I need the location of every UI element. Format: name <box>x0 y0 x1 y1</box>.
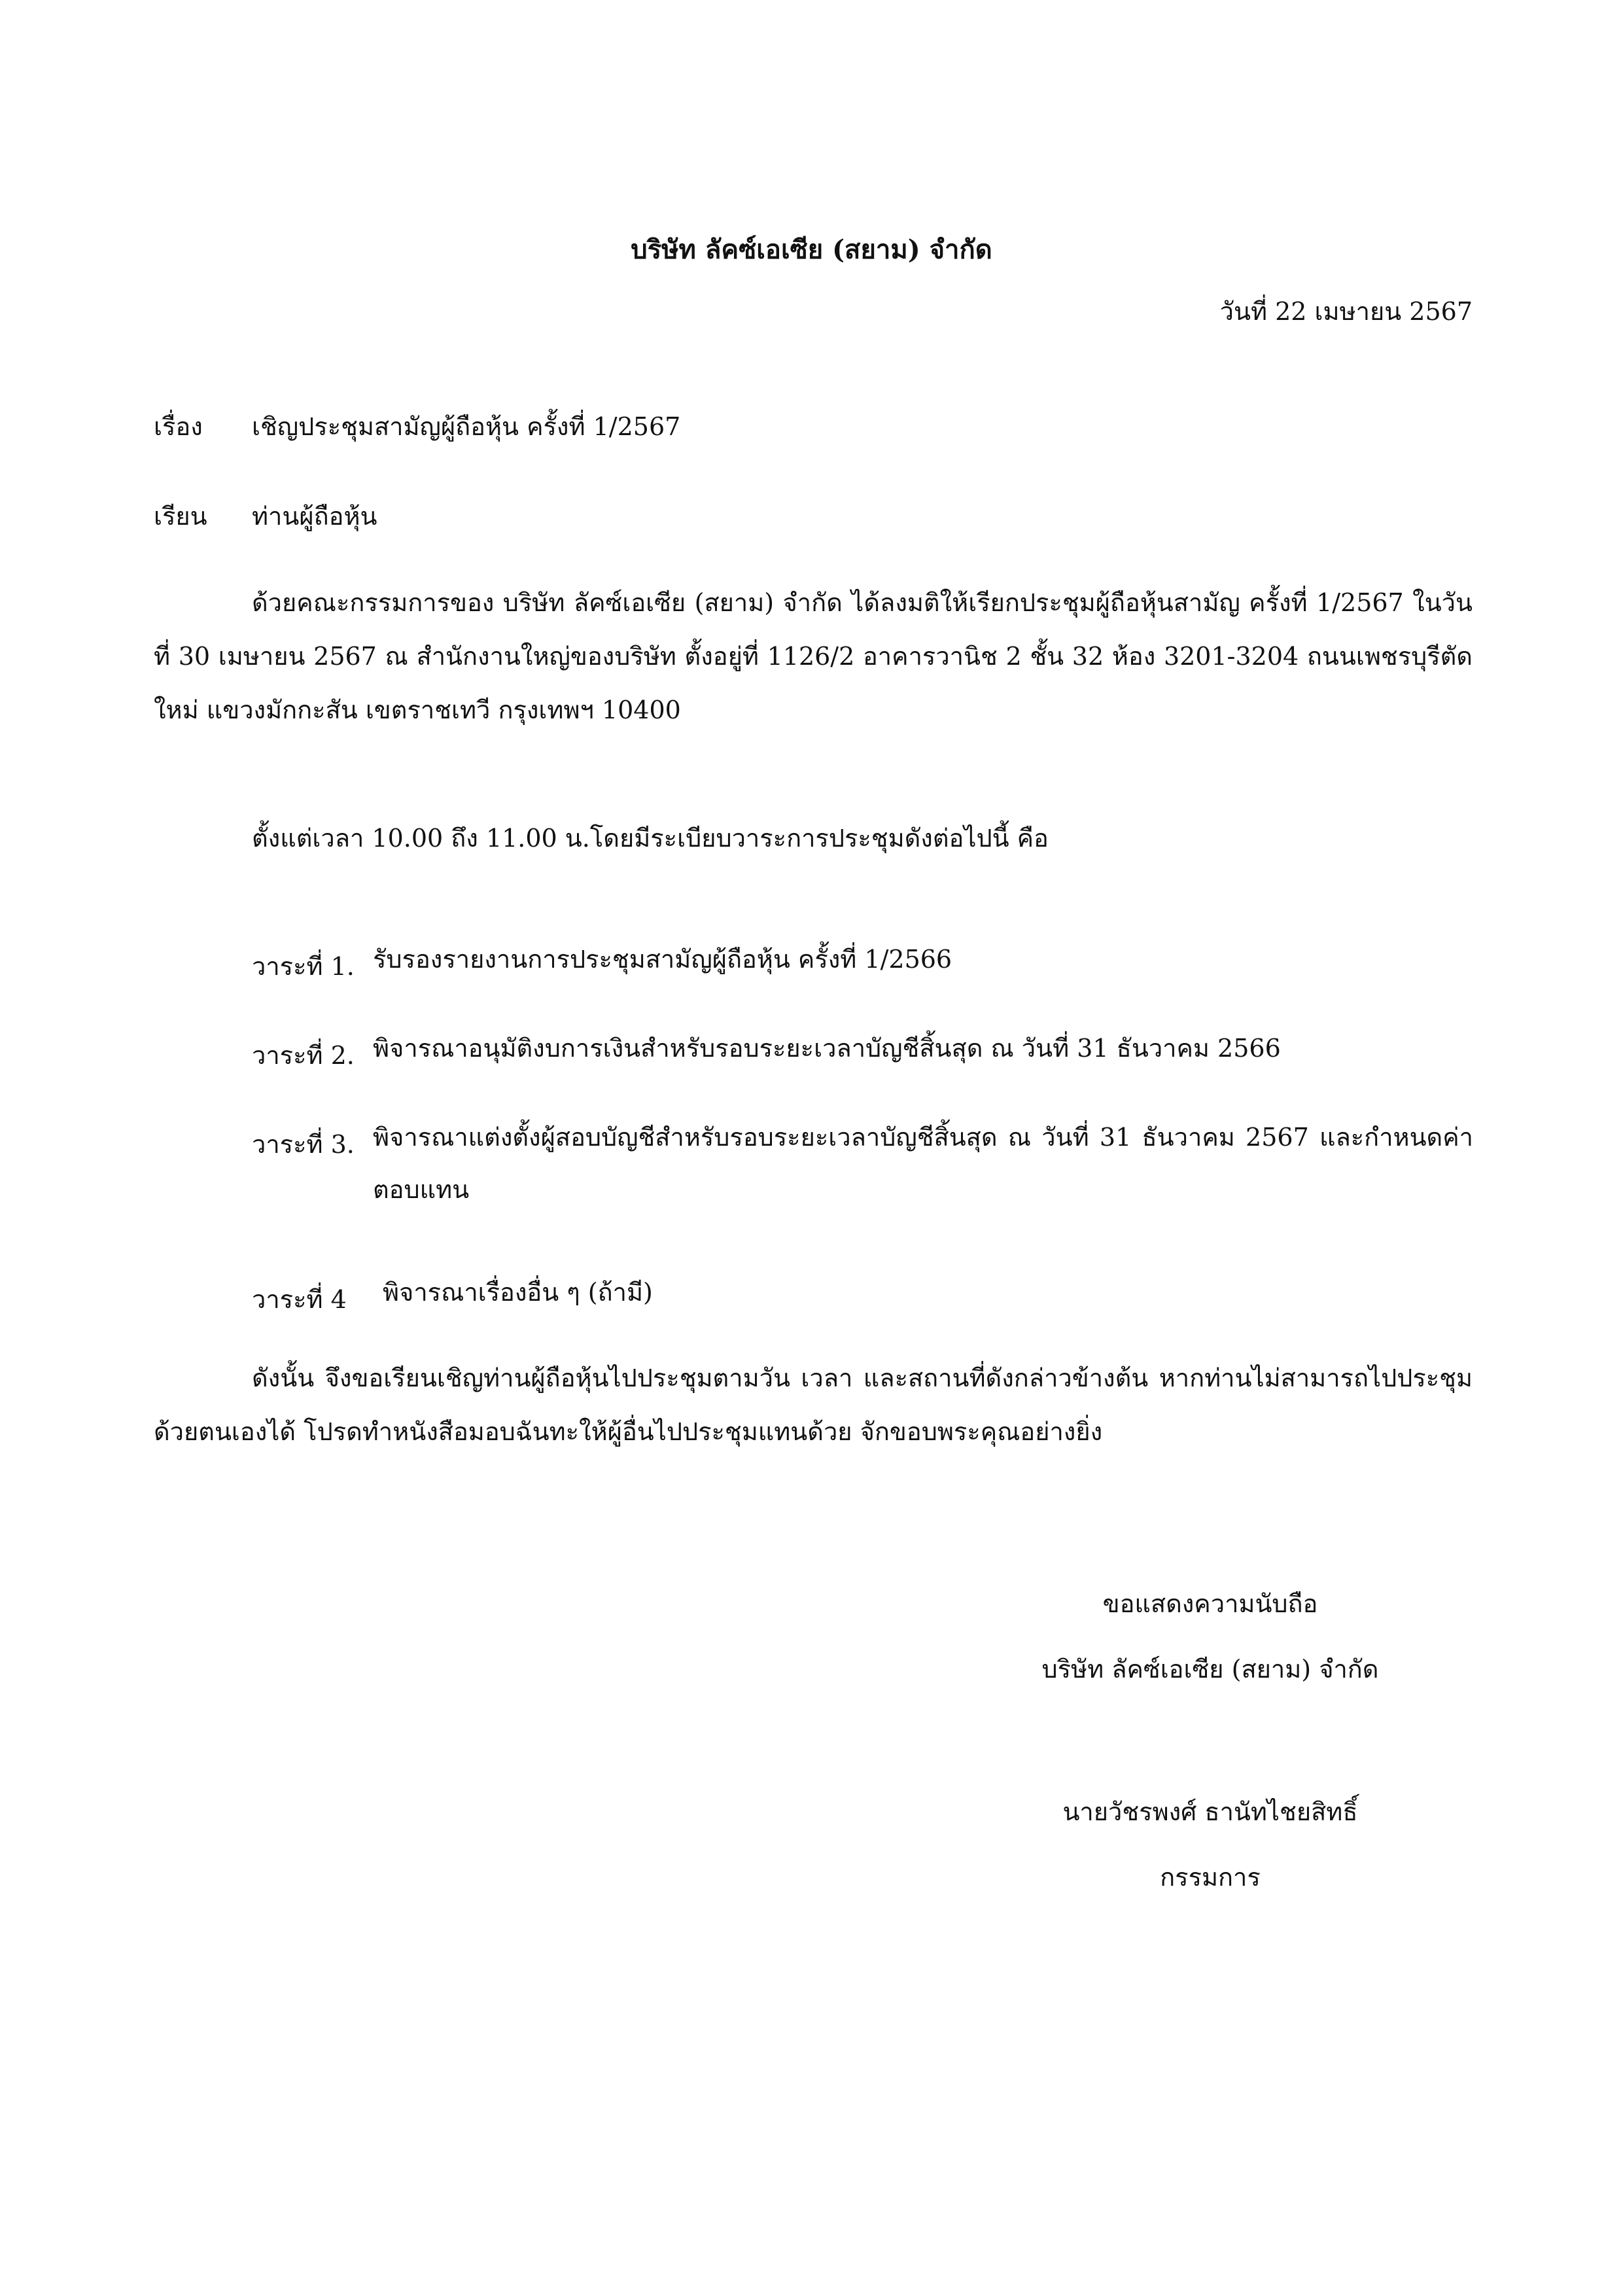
agenda-number: วาระที่ 3. <box>252 1130 355 1159</box>
agenda-text: พิจารณาเรื่องอื่น ๆ (ถ้ามี) <box>383 1278 653 1307</box>
intro-paragraph <box>154 576 1473 737</box>
agenda-text: พิจารณาแต่งตั้งผู้สอบบัญชีสำหรับรอบระยะเวลาบัญชีสิ้นสุด ณ วันที่ 31 ธันวาคม 2567 และกำหนดค่าตอบแทน <box>373 1123 1473 1204</box>
signature-company: บริษัท ลัคซ์เอเซีย (สยาม) จำกัด <box>1041 1655 1379 1684</box>
agenda-number: วาระที่ 2. <box>252 1041 355 1070</box>
agenda-text: พิจารณาอนุมัติงบการเงินสำหรับรอบระยะเวลาบัญชีสิ้นสุด ณ วันที่ 31 ธันวาคม 2566 <box>373 1034 1281 1063</box>
intro-paragraph-text: ด้วยคณะกรรมการของ บริษัท ลัคซ์เอเซีย (สยาม) จำกัด ได้ลงมติให้เรียกประชุมผู้ถือหุ้นสามัญ ครั้งที่ 1/2567 ในวันที่ 30 เมษายน 2567 ณ สำนักงานใหญ่ของบริษัท ตั้งอยู่ที่ 1126/2 อาคารวานิช 2 ชั้น 32 ห้อง 3201-3204 ถนนเพชรบุรีตัดใหม่ แขวงมักกะสัน เขตราชเทวี กรุงเทพฯ 10400 <box>154 588 1473 724</box>
agenda-number: วาระที่ 1. <box>252 952 355 981</box>
document-date: วันที่ 22 เมษายน 2567 <box>1219 297 1473 326</box>
closing-paragraph-text: ดังนั้น จึงขอเรียนเชิญท่านผู้ถือหุ้นไปประชุมตามวัน เวลา และสถานที่ดังกล่าวข้างต้น หากท่านไม่สามารถไปประชุมด้วยตนเองได้ โปรดทำหนังสือมอบฉันทะให้ผู้อื่นไปประชุมแทนด้วย จักขอบพระคุณอย่างยิ่ง <box>154 1364 1473 1446</box>
closing-paragraph <box>154 1351 1473 1458</box>
addressee-text: ท่านผู้ถือหุ้น <box>252 502 377 531</box>
signature-position: กรรมการ <box>1160 1863 1261 1892</box>
signature-name: นายวัชรพงศ์ ธานัทไชยสิทธิ์ <box>1062 1797 1358 1826</box>
subject-label: เรื่อง <box>154 412 203 441</box>
company-heading: บริษัท ลัคซ์เอเซีย (สยาม) จำกัด <box>631 234 992 265</box>
meeting-time-line: ตั้งแต่เวลา 10.00 ถึง 11.00 น.โดยมีระเบียบวาระการประชุมดังต่อไปนี้ คือ <box>252 824 1049 853</box>
signature-salutation: ขอแสดงความนับถือ <box>1102 1589 1318 1618</box>
agenda-text: รับรองรายงานการประชุมสามัญผู้ถือหุ้น ครั้งที่ 1/2566 <box>373 945 952 974</box>
subject-text: เชิญประชุมสามัญผู้ถือหุ้น ครั้งที่ 1/2567 <box>252 412 681 441</box>
agenda-number: วาระที่ 4 <box>252 1285 347 1314</box>
addressee-label: เรียน <box>154 502 207 531</box>
